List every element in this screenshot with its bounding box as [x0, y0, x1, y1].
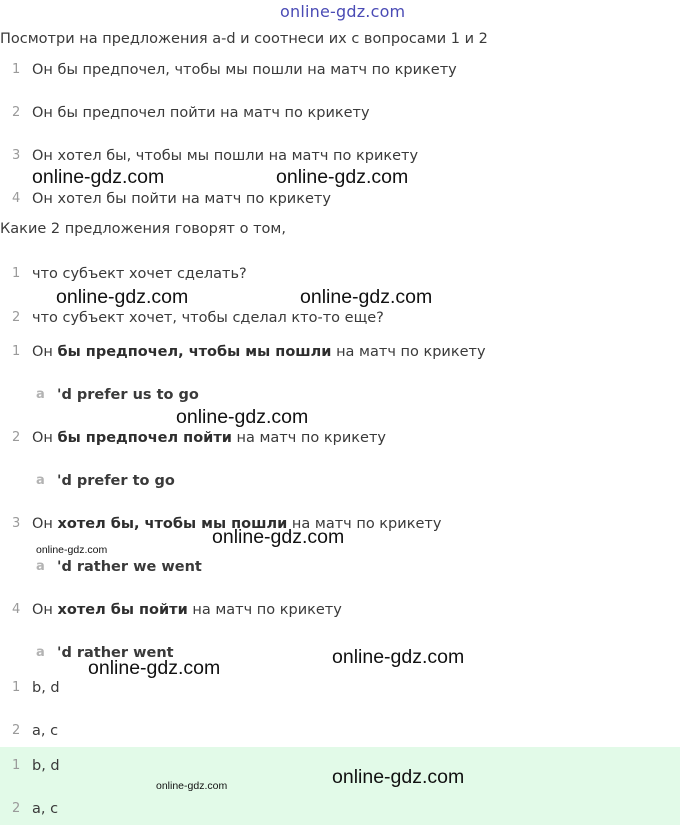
option-letter: a [36, 645, 45, 660]
question-text: что субъект хочет, чтобы сделал кто-то еще? [32, 310, 384, 326]
option-letter: a [36, 387, 45, 402]
correct-answer-text: b, d [32, 758, 60, 774]
sentence-number: 1 [12, 62, 21, 77]
match-sentence: Он бы предпочел, чтобы мы пошли на матч по крикету [32, 344, 486, 360]
watermark: online-gdz.com [56, 286, 189, 308]
question-text: что субъект хочет сделать? [32, 266, 247, 282]
watermark: online-gdz.com [88, 657, 221, 679]
sentence-number: 2 [12, 105, 21, 120]
answer-text: a, c [32, 723, 59, 739]
sentence-text: Он бы предпочел, чтобы мы пошли на матч по крикету [32, 62, 457, 78]
watermark: online-gdz.com [332, 646, 465, 668]
option-letter: a [36, 559, 45, 574]
sentence-text: Он хотел бы, чтобы мы пошли на матч по крикету [32, 148, 419, 164]
sentence-number: 4 [12, 191, 21, 206]
sentence-number: 3 [12, 148, 21, 163]
option-english: 'd prefer to go [57, 473, 175, 489]
answer-number: 1 [12, 680, 21, 695]
answer-number: 2 [12, 723, 21, 738]
option-english: 'd rather went [57, 645, 174, 661]
option-letter: a [36, 473, 45, 488]
option-english: 'd prefer us to go [57, 387, 199, 403]
watermark: online-gdz.com [176, 406, 309, 428]
sentence-text: Он хотел бы пойти на матч по крикету [32, 191, 331, 207]
match-number: 4 [12, 602, 21, 617]
correct-answer-number: 1 [12, 758, 21, 773]
watermark: online-gdz.com [276, 166, 409, 188]
watermark-top: online-gdz.com [280, 2, 406, 21]
watermark: online-gdz.com [332, 766, 465, 788]
question-intro: Какие 2 предложения говорят о том, [0, 221, 286, 237]
answer-text: b, d [32, 680, 60, 696]
option-english: 'd rather we went [57, 559, 202, 575]
watermark: online-gdz.com [300, 286, 433, 308]
match-sentence: Он бы предпочел пойти на матч по крикету [32, 430, 386, 446]
question-number: 2 [12, 310, 21, 325]
watermark: online-gdz.com [32, 166, 165, 188]
correct-answer-text: a, c [32, 801, 59, 817]
task-instruction: Посмотри на предложения a-d и соотнеси их с вопросами 1 и 2 [0, 31, 488, 47]
match-number: 2 [12, 430, 21, 445]
watermark: online-gdz.com [212, 526, 345, 548]
watermark: online-gdz.com [36, 544, 108, 556]
correct-answer-number: 2 [12, 801, 21, 816]
question-number: 1 [12, 266, 21, 281]
match-sentence: Он хотел бы, чтобы мы пошли на матч по крикету [32, 516, 442, 532]
match-number: 3 [12, 516, 21, 531]
watermark: online-gdz.com [156, 780, 228, 792]
sentence-text: Он бы предпочел пойти на матч по крикету [32, 105, 370, 121]
match-number: 1 [12, 344, 21, 359]
match-sentence: Он хотел бы пойти на матч по крикету [32, 602, 342, 618]
